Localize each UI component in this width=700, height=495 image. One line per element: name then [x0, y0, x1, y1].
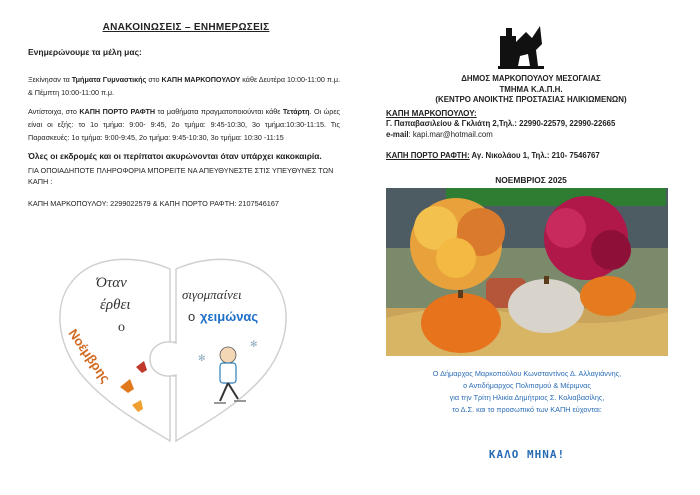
- announcements-column: [28, 18, 340, 208]
- phones-text: ΚΑΠΗ ΜΑΡΚΟΠΟΥΛΟΥ: 2299022579 & ΚΑΠΗ ΠΟΡΤΟ ΡΑΦΤΗ: 2107546167: [28, 199, 279, 208]
- greeting-text: Ο Δήμαρχος Μαρκοπούλου Κωνσταντίνος Δ. Αλλαγιάννης, ο Αντιδήμαρχος Πολιτισμού & Μέριμνας για την Τρίτη Ηλικία Δημήτριος Σ. Κολιαβασίλης, το Δ.Σ. και το προσωπικό των ΚΑΠΗ εύχονται:: [432, 369, 622, 414]
- month-title: ΝΟΕΜΒΡΙΟΣ 2025: [495, 174, 567, 185]
- pumpkin-orange-right: [580, 276, 636, 316]
- puzzle-word-sigobainei: σιγομπαίνει: [182, 287, 242, 302]
- email-line: e-mail: kapi.mar@hotmail.com: [386, 129, 493, 139]
- info-text: ΓΙΑ ΟΠΟΙΑΔΗΠΟΤΕ ΠΛΗΡΟΦΟΡΙΑ ΜΠΟΡΕΙΤΕ ΝΑ ΑΠΕΥΘΥΝΕΣΤΕ ΣΤΙΣ ΥΠΕΥΘΥΝΕΣ ΤΩΝ ΚΑΠΗ :: [28, 166, 334, 186]
- puzzle-heart-illustration: [58, 255, 288, 445]
- pumpkin-white: [508, 279, 584, 333]
- kapi-markopoulou-address: Γ. Παπαβασιλείου & Γκλιάτη 2,Τηλ.: 22990-22579, 22990-22665: [386, 118, 616, 128]
- puzzle-word-noemvris: Νοέμβρης: [65, 326, 114, 386]
- kapi-porto-rafti-line: ΚΑΠΗ ΠΟΡΤΟ ΡΑΦΤΗ: Αγ. Νικολάου 1, Τηλ.: 210- 7546767: [386, 150, 600, 160]
- pumpkin-orange-left: [421, 293, 501, 353]
- puzzle-word-erthei: έρθει: [100, 297, 131, 313]
- kapi-markopoulou-label: ΚΑΠΗ ΜΑΡΚΟΠΟΥΛΟΥ:: [386, 108, 477, 118]
- skater-body-icon: [220, 363, 236, 383]
- snowflake-icon: ✻: [250, 339, 258, 349]
- puzzle-word-o-right: ο: [188, 309, 196, 324]
- municipality-logo: [496, 22, 546, 70]
- snowflake-icon: ✻: [198, 353, 206, 363]
- info-column: [386, 18, 676, 461]
- skater-head-icon: [220, 347, 236, 363]
- weather-warning: Όλες οι εκδρομές και οι περίπατοι ακυρώνονται όταν υπάρχει κακοκαιρία.: [28, 151, 322, 161]
- porto-rafti-paragraph: Αντίστοιχα, στο ΚΑΠΗ ΠΟΡΤΟ ΡΑΦΤΗ τα μαθήματα πραγματοποιούνται κάθε Τετάρτη. Οι ώρες είναι οι εξής: το 1ο τμήμα: 9:00- 9:45, 2ο τμήμα: 9:45-10:30, 3ο τμήμα:10:30-11:15. Τις Παρασκευές: 1ο τμήμα: 9:00-9:45, 2ο τμήμα: 9:45-10:30, 3ο τμήμα: 10:30 -11:15: [28, 107, 340, 142]
- autumn-flowers-photo: [386, 188, 668, 356]
- kalo-mina-text: ΚΑΛΟ ΜΗΝΑ!: [488, 448, 566, 461]
- gym-paragraph: Ξεκίνησαν τα Τμήματα Γυμναστικής στο ΚΑΠΗ ΜΑΡΚΟΠΟΥΛΟΥ κάθε Δευτέρα 10:00-11:00 π.μ. & Πέμπτη 10:00-11:00 π.μ.: [28, 75, 340, 97]
- intro-text: Ενημερώνουμε τα μέλη μας:: [28, 47, 142, 57]
- announcements-heading: ΑΝΑΚΟΙΝΩΣΕΙΣ – ΕΝΗΜΕΡΩΣΕΙΣ: [102, 22, 270, 33]
- puzzle-word-otan: Όταν: [96, 275, 127, 291]
- org-title: ΔΗΜΟΣ ΜΑΡΚΟΠΟΥΛΟΥ ΜΕΣΟΓΑΙΑΣ ΤΜΗΜΑ Κ.Α.Π.Η. (ΚΕΝΤΡΟ ΑΝΟΙΚΤΗΣ ΠΡΟΣΤΑΣΙΑΣ ΗΛΙΚΙΩΜΕΝΩΝ): [435, 74, 627, 104]
- puzzle-word-xeimonas: χειμώνας: [200, 309, 259, 324]
- puzzle-word-o-left: ο: [118, 320, 125, 335]
